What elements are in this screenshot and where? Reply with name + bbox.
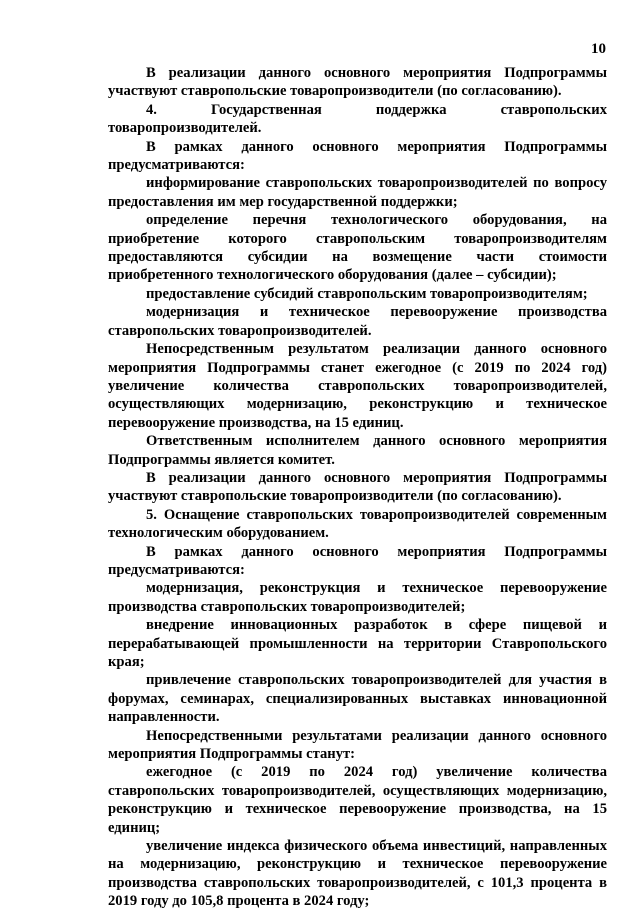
paragraph: Непосредственными результатами реализации данного основного мероприятия Подпрограммы станут: <box>108 727 607 763</box>
list-item: внедрение инновационных разработок в сфере пищевой и перерабатывающей промышленности на территории Ставропольского края; <box>108 617 607 670</box>
paragraph: В реализации данного основного мероприятия Подпрограммы участвуют ставропольские товаропроизводители (по согласованию). <box>108 65 607 100</box>
list-item: информирование ставропольских товаропроизводителей по вопросу предоставления им мер государственной поддержки; <box>108 175 607 210</box>
list-item: привлечение ставропольских товаропроизводителей для участия в форумах, семинарах, специализированных выставках инновационной направленности. <box>108 672 607 726</box>
list-item: модернизация и техническое перевооружение производства ставропольских товаропроизводителей. <box>108 304 607 339</box>
paragraph: В реализации данного основного мероприятия Подпрограммы участвуют ставропольские товаропроизводители (по согласованию). <box>108 469 607 505</box>
list-item: определение перечня технологического оборудования, на приобретение которого ставропольским товаропроизводителям предоставляются субсидии на возмещение части стоимости приобретенного технологического оборудования (далее – субсидии); <box>108 212 607 284</box>
section-heading: 5. Оснащение ставропольских товаропроизводителей современным технологическим оборудованием. <box>108 506 607 542</box>
paragraph: В рамках данного основного мероприятия Подпрограммы предусматриваются: <box>108 543 607 578</box>
list-item: модернизация, реконструкция и техническое перевооружение производства ставропольских товаропроизводителей; <box>108 580 607 615</box>
document-body <box>108 64 607 911</box>
paragraph: Непосредственным результатом реализации данного основного мероприятия Подпрограммы станет ежегодное (с 2019 по 2024 год) увеличение количества ставропольских товаропроизводителей, осуществляющих модернизацию, реконструкцию и техническое перевооружение производства, на 15 единиц. <box>108 341 607 431</box>
section-heading: 4. Государственная поддержка ставропольских товаропроизводителей. <box>108 101 607 137</box>
list-item: ежегодное (с 2019 по 2024 год) увеличение количества ставропольских товаропроизводителей, осуществляющих модернизацию, реконструкцию и техническое перевооружение производства, на 15 единиц; <box>108 764 607 836</box>
page-number: 10 <box>591 41 606 57</box>
list-item: предоставление субсидий ставропольским товаропроизводителям; <box>146 285 588 302</box>
list-item: увеличение индекса физического объема инвестиций, направленных на модернизацию, реконструкцию и техническое перевооружение производства ставропольских товаропроизводителей, с 101,3 процента в 2019 году до 105,8 процента в 2024 году; <box>108 838 607 910</box>
paragraph: Ответственным исполнителем данного основного мероприятия Подпрограммы является комитет. <box>108 433 607 468</box>
paragraph: В рамках данного основного мероприятия Подпрограммы предусматриваются: <box>108 138 607 174</box>
